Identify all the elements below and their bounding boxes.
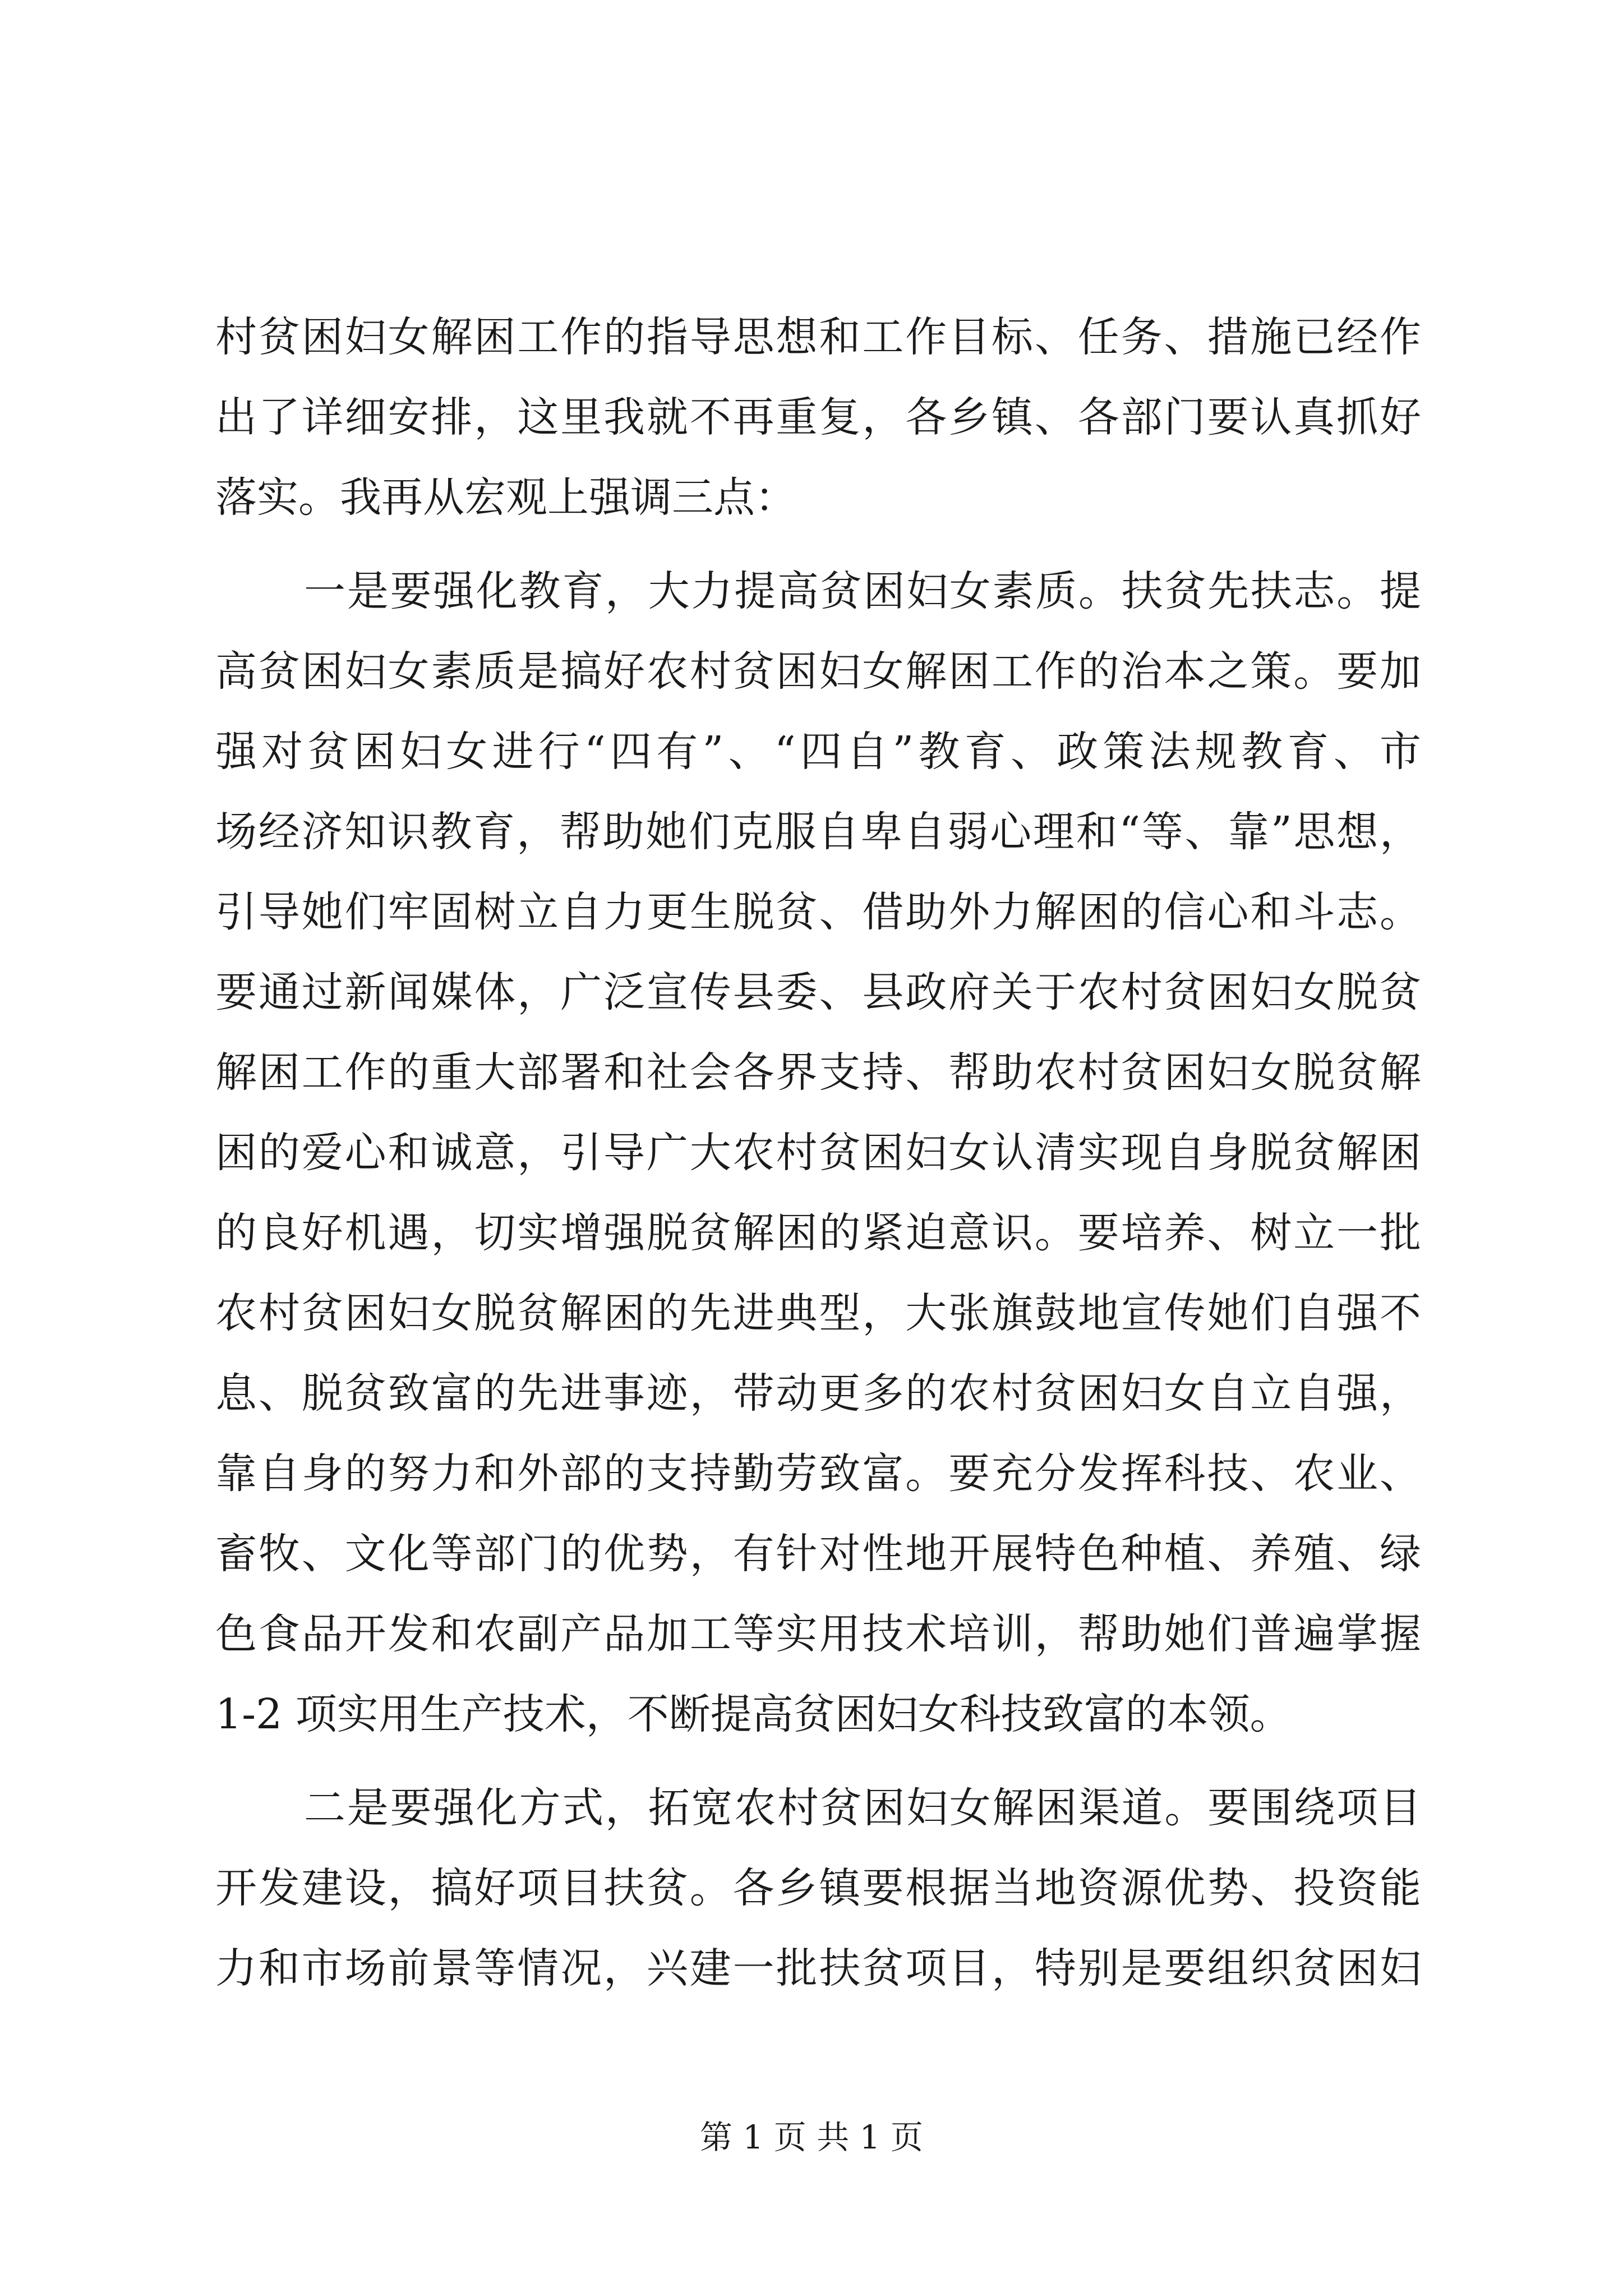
- text-line: 强对贫困妇女进行“四有”、“四自”教育、政策法规教育、市: [215, 728, 1421, 776]
- document-body: [215, 297, 1421, 2009]
- page-footer: [0, 2115, 1623, 2160]
- text-line: 场经济知识教育，帮助她们克服自卑自弱心理和“等、靠”思想，: [215, 808, 1421, 856]
- text-line: 二是要强化方式，拓宽农村贫困妇女解困渠道。要围绕项目: [304, 1784, 1421, 1832]
- text-line: 农村贫困妇女脱贫解困的先进典型，大张旗鼓地宣传她们自强不: [215, 1289, 1421, 1337]
- text-line: 高贫困妇女素质是搞好农村贫困妇女解困工作的治本之策。要加: [215, 647, 1421, 696]
- paragraph-gap: [215, 1755, 1421, 1768]
- text-line: 力和市场前景等情况，兴建一批扶贫项目，特别是要组织贫困妇: [215, 1944, 1421, 1993]
- text-line: 1-2 项实用生产技术，不断提高贫困妇女科技致富的本领。: [215, 1690, 1292, 1738]
- text-line: 的良好机遇，切实增强脱贫解困的紧迫意识。要培养、树立一批: [215, 1209, 1421, 1257]
- text-line: 村贫困妇女解困工作的指导思想和工作目标、任务、措施已经作: [215, 313, 1421, 361]
- text-line: 落实。我再从宏观上强调三点：: [215, 473, 796, 522]
- paragraph: [215, 297, 1421, 538]
- text-line: 靠自身的努力和外部的支持勤劳致富。要充分发挥科技、农业、: [215, 1450, 1421, 1498]
- paragraph-gap: [215, 538, 1421, 551]
- text-line: 息、脱贫致富的先进事迹，带动更多的农村贫困妇女自立自强，: [215, 1369, 1421, 1418]
- text-line: 色食品开发和农副产品加工等实用技术培训，帮助她们普遍掌握: [215, 1610, 1421, 1658]
- text-line: 困的爱心和诚意，引导广大农村贫困妇女认清实现自身脱贫解困: [215, 1129, 1421, 1177]
- paragraph: [215, 551, 1421, 1755]
- text-line: 解困工作的重大部署和社会各界支持、帮助农村贫困妇女脱贫解: [215, 1048, 1421, 1097]
- paragraph: [215, 1768, 1421, 2009]
- page-number-label: 第 1 页 共 1 页: [700, 2118, 923, 2156]
- text-line: 出了详细安排，这里我就不再重复，各乡镇、各部门要认真抓好: [215, 393, 1421, 441]
- text-line: 畜牧、文化等部门的优势，有针对性地开展特色种植、养殖、绿: [215, 1530, 1421, 1578]
- text-line: 要通过新闻媒体，广泛宣传县委、县政府关于农村贫困妇女脱贫: [215, 968, 1421, 1016]
- text-line: 引导她们牢固树立自力更生脱贫、借助外力解困的信心和斗志。: [215, 888, 1421, 936]
- text-line: 一是要强化教育，大力提高贫困妇女素质。扶贫先扶志。提: [304, 567, 1421, 615]
- text-line: 开发建设，搞好项目扶贫。各乡镇要根据当地资源优势、投资能: [215, 1864, 1421, 1912]
